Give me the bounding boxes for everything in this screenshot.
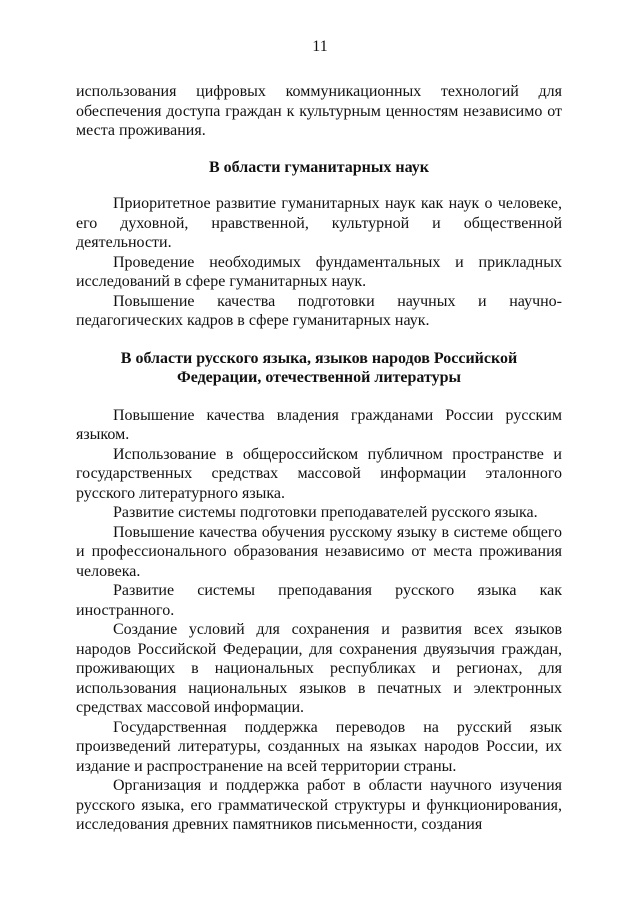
- russian-paragraph-1: Повышение качества владения гражданами России русским языком.: [76, 406, 562, 443]
- heading-russian-language: [76, 349, 562, 388]
- heading-russian-language-line-1: В области русского языка, языков народов Российской: [120, 349, 518, 367]
- russian-paragraph-7: Государственная поддержка переводов на русский язык произведений литературы, созданных на языках народов России, их издание и распространение на всей территории страны.: [76, 718, 562, 775]
- russian-paragraph-3: Развитие системы подготовки преподавателей русского языка.: [113, 504, 538, 521]
- humanities-paragraph-3: Повышение качества подготовки научных и научно-педагогических кадров в сфере гуманитарных наук.: [76, 292, 562, 329]
- russian-paragraph-2: Использование в общероссийском публичном пространстве и государственных средствах массовой информации эталонного русского литературного языка.: [76, 445, 562, 502]
- heading-russian-language-line-2: Федерации, отечественной литературы: [176, 369, 462, 386]
- russian-paragraph-5: Развитие системы преподавания русского языка как иностранного.: [76, 582, 562, 619]
- humanities-paragraph-1: Приоритетное развитие гуманитарных наук как наук о человеке, его духовной, нравственной, культурной и общественной деятельности.: [76, 195, 562, 251]
- humanities-paragraph-2: Проведение необходимых фундаментальных и прикладных исследований в сфере гуманитарных наук.: [76, 253, 562, 290]
- russian-paragraph-8: Организация и поддержка работ в области научного изучения русского языка, его грамматической структуры и функционирования, исследования древних памятников письменности, создания: [76, 777, 562, 833]
- intro-paragraph: использования цифровых коммуникационных технологий для обеспечения доступа граждан к культурным ценностям независимо от места проживания.: [76, 83, 562, 139]
- document-body: [76, 82, 562, 835]
- russian-paragraph-4: Повышение качества обучения русскому языку в системе общего и профессионального образования независимо от места проживания человека.: [76, 523, 562, 580]
- heading-humanities: В области гуманитарных наук: [209, 158, 429, 176]
- page-number: 11: [312, 38, 328, 55]
- russian-paragraph-6: Создание условий для сохранения и развития всех языков народов Российской Федерации, для сохранения двуязычия граждан, проживающих в национальных республиках и регионах, для использования национальных языков в печатных и электронных средствах массовой информации.: [76, 621, 562, 716]
